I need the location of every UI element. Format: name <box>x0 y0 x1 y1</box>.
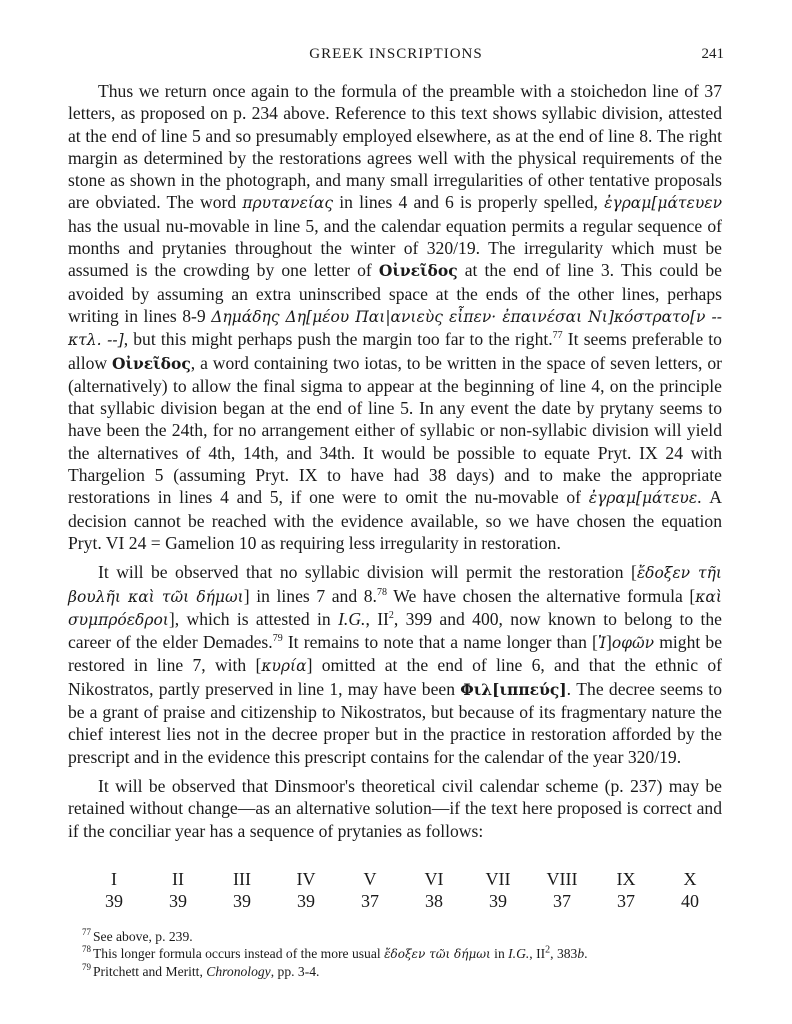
footnote-number: 77 <box>82 927 91 938</box>
prytany-numeral: IX <box>616 868 636 889</box>
prytany-days: 39 <box>489 890 507 911</box>
greek-word: Οἰνεῖδος <box>111 353 191 373</box>
body-text <box>68 80 722 849</box>
greek-word: ἐγραμ[μάτευεν <box>604 194 722 213</box>
footnotes <box>82 928 722 980</box>
citation-ig: I.G. <box>338 608 366 629</box>
text-span: , 399 and 400, now known to belong to the career of the elder Demades. <box>68 608 722 653</box>
footnote-number: 78 <box>82 944 91 955</box>
footnote-text: , II <box>529 946 546 961</box>
footnote-text: , 383 <box>550 946 578 961</box>
text-span: ] <box>605 632 612 653</box>
prytany-numeral: X <box>683 868 697 889</box>
prytany-days-row <box>82 890 722 912</box>
greek-word: Οἰνεῖδος <box>378 261 458 281</box>
prytany-table <box>82 868 722 912</box>
greek-phrase: Δημάδης Δη[μέου Παι|ανιεὺς εἶπεν· ἐπαινέσαι Νι]κόστρατο[ν -- κτλ. --] <box>68 307 722 350</box>
prytany-days: 37 <box>361 890 379 911</box>
prytany-numeral: III <box>233 868 251 889</box>
prytany-numeral: I <box>111 868 117 889</box>
text-span: ] omitted at the end of line 6, and that the ethnic of Nikostratos, partly preserved in line 1, may have been <box>68 655 722 699</box>
footnote-ref-78[interactable]: 78 <box>376 586 387 598</box>
text-span: at the end of line 3. This could be avoided by assuming an extra uninscribed space at the ends of the other lines, perhaps writing in lines 8-9 <box>68 260 722 326</box>
greek-word: ἐγραμ[μάτευε <box>588 489 698 508</box>
paragraph-3: It will be observed that Dinsmoor's theoretical civil calendar scheme (p. 237) may be retained without change—as an alternative solution—if the text here proposed is correct and if the conciliar year has a sequence of prytanies as follows: <box>68 775 722 841</box>
citation-ig: I.G. <box>508 946 530 961</box>
greek-word: Φιλ[ιππεύς] <box>460 679 567 699</box>
prytany-days: 39 <box>169 890 187 911</box>
page-header <box>68 46 724 68</box>
footnote-text: Pritchett and Meritt, <box>93 964 207 979</box>
text-span: It remains to note that a name longer than [ <box>282 632 598 653</box>
superscript: 2 <box>388 609 394 621</box>
text-span: . The decree seems to be a grant of praise and citizenship to Nikostratos, but because of its fragmentary nature the chief interest lies not in the decree proper but in the practice in restoration afforded by the prescript and in the evidence this prescript contains for the calendar of the year 320/19. <box>68 678 722 767</box>
prytany-days: 39 <box>105 890 123 911</box>
prytany-numeral: VII <box>485 868 511 889</box>
text-span: It seems preferable to allow <box>68 329 722 373</box>
book-title: Chronology <box>206 964 271 979</box>
greek-phrase: καὶ συμπρόεδροι <box>68 587 722 629</box>
running-title: GREEK INSCRIPTIONS <box>309 46 483 62</box>
greek-phrase: ἔδοξεν τῆι βουλῆι καὶ τῶι δήμωι <box>68 564 722 606</box>
text-span: , but this might perhaps push the margin too far to the right. <box>123 329 553 350</box>
greek-word: οφῶν <box>611 634 655 653</box>
text-span: Thus we return once again to the formula of the preamble with a stoichedon line of 37 letters, as proposed on p. 234 above. Reference to this text shows syllabic division, attested at the end of line 5 and so presumably employed elsewhere, as at the end of line 8. The right margin as determined by the restorations agrees well with the physical requirements of the stone as shown in the photograph, and many small irregularities of other tentative proposals are obviated. The word <box>68 81 722 213</box>
text-span: We have chosen the alternative formula [ <box>386 585 696 606</box>
footnote-number: 79 <box>82 962 91 973</box>
superscript: 2 <box>545 944 551 956</box>
text-span: has the usual nu-movable in line 5, and the calendar equation permits a regular sequence of months and prytanies throughout the winter of 320/19. The irregularity which must be assumed is the crowding by one letter of <box>68 215 722 281</box>
prytany-numeral: VIII <box>546 868 578 889</box>
prytany-numeral: IV <box>296 868 316 889</box>
footnote-77 <box>82 928 722 945</box>
prytany-days: 38 <box>425 890 443 911</box>
footnote-79 <box>82 963 722 980</box>
footnote-text: , pp. 3-4. <box>270 964 320 979</box>
footnote-78 <box>82 945 722 963</box>
prytany-numeral: VI <box>424 868 444 889</box>
page-number: 241 <box>701 46 724 62</box>
footnote-ref-77[interactable]: 77 <box>552 330 563 342</box>
footnote-text: See above, p. 239. <box>93 929 193 944</box>
footnote-text: This longer formula occurs instead of the more usual <box>93 946 385 961</box>
text-span: . A decision cannot be reached with the evidence available, so we have chosen the equation Pryt. VI 24 = Gamelion 10 as requiring less irregularity in restoration. <box>68 487 722 553</box>
prytany-numeral: V <box>363 868 377 889</box>
text-span: ] in lines 7 and 8. <box>243 585 377 606</box>
text-span: It will be observed that no syllabic division will permit the restoration [ <box>98 562 637 583</box>
footnote-italic: b <box>577 946 585 961</box>
text-span: , a word containing two iotas, to be written in the space of seven letters, or (alternatively) to allow the final sigma to appear at the beginning of line 4, on the principle that syllabic division began at the end of line 5. In any event the date by prytany seems to have been the 24th, for no arrangement either of syllabic or non-syllabic division will yield the alternatives of 4th, 14th, and 34th. It would be possible to equate Pryt. IX 24 with Thargelion 5 (assuming Pryt. IX to have had 38 days) and to make the appropriate restorations in lines 4 and 5, if one were to omit the nu-movable of <box>68 352 722 508</box>
text-span: , II <box>365 608 389 629</box>
text-span: ], which is attested in <box>168 608 339 629</box>
greek-phrase: ἔδοξεν τῶι δήμωι <box>384 947 491 961</box>
text-span: might be restored in line 7, with [ <box>68 632 722 676</box>
prytany-days: 37 <box>553 890 571 911</box>
prytany-numeral: II <box>172 868 184 889</box>
prytany-days: 39 <box>233 890 251 911</box>
footnote-text: in <box>490 946 509 961</box>
greek-word: πρυτανείας <box>242 194 334 213</box>
footnote-ref-79[interactable]: 79 <box>272 633 283 645</box>
greek-letter: Ἰ <box>597 634 606 653</box>
prytany-days: 37 <box>617 890 635 911</box>
text-span: in lines 4 and 6 is properly spelled, <box>333 192 605 213</box>
paragraph-1 <box>68 80 722 554</box>
paragraph-2 <box>68 561 722 768</box>
footnote-text: . <box>584 946 588 961</box>
prytany-days: 39 <box>297 890 315 911</box>
prytany-days: 40 <box>681 890 699 911</box>
prytany-numerals-row <box>82 868 722 890</box>
greek-word: κυρία <box>261 657 307 676</box>
